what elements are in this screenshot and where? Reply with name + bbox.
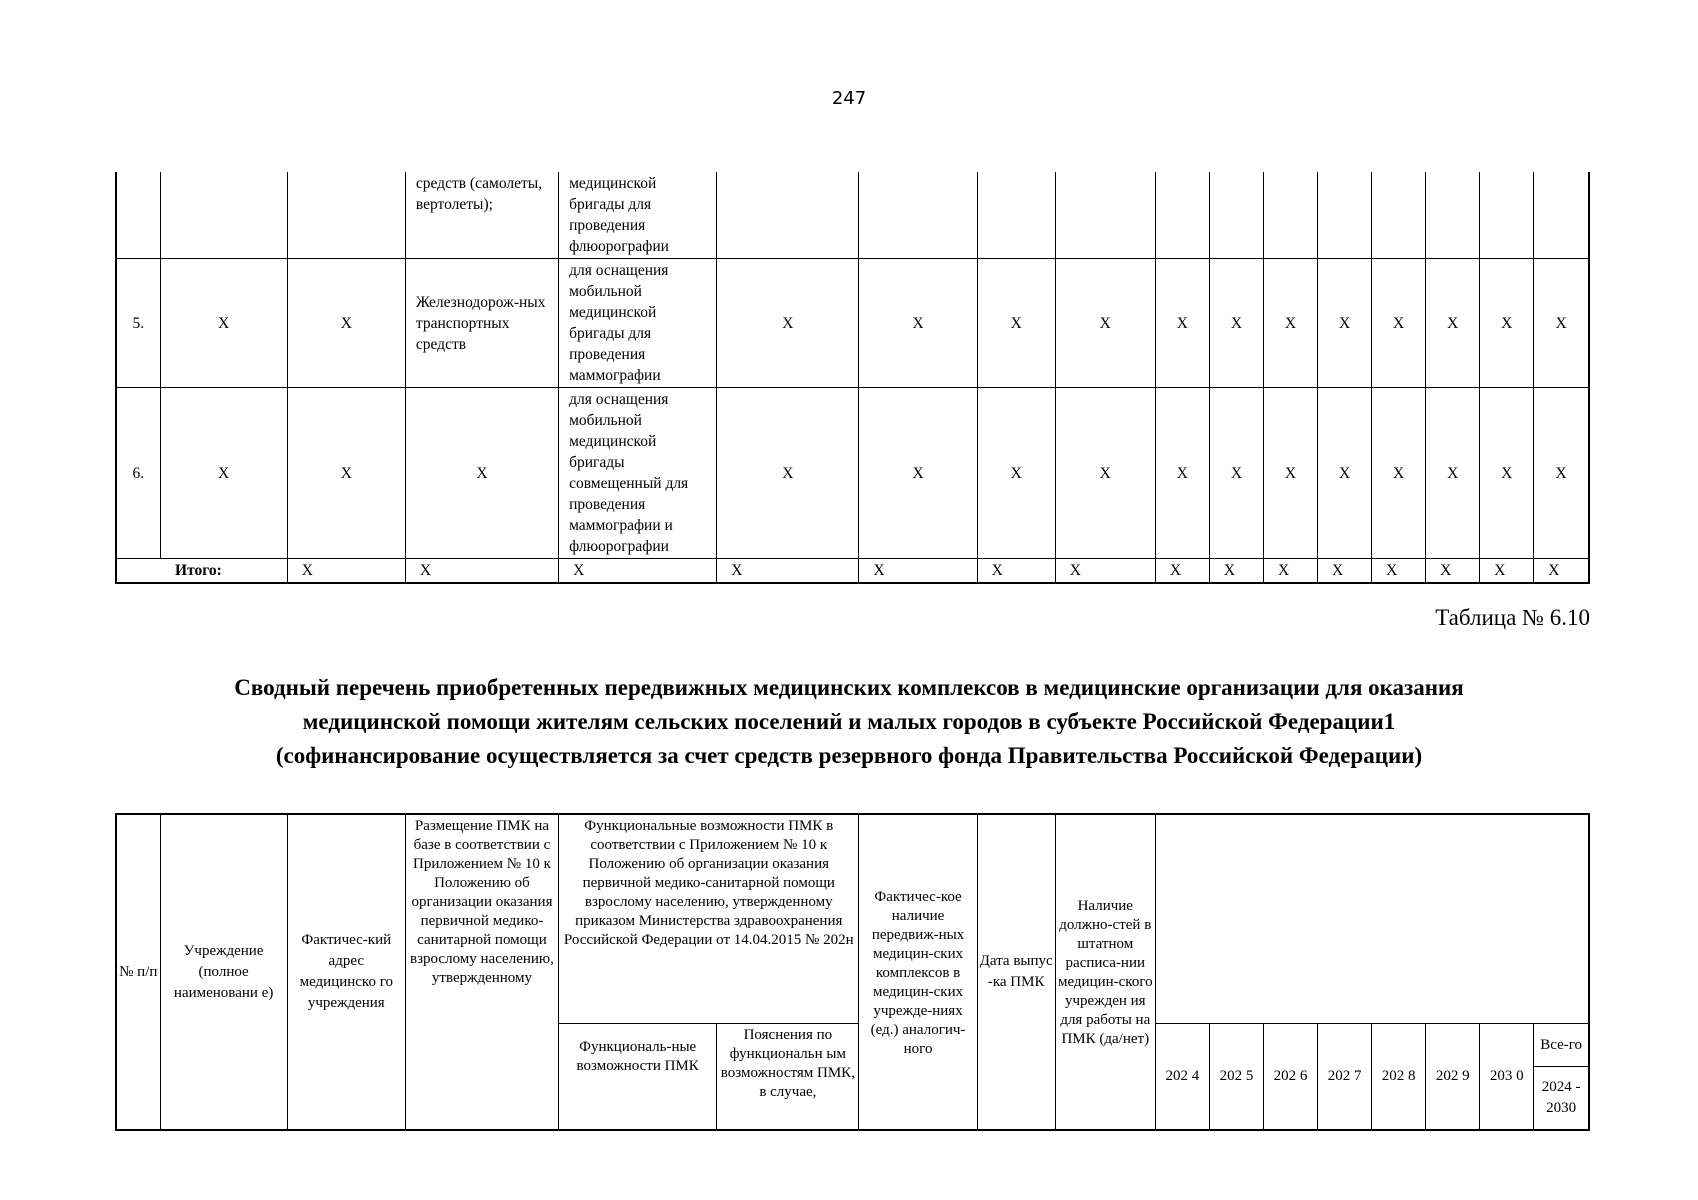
- table-cell: Х: [717, 388, 859, 559]
- table-cell: Х: [859, 388, 977, 559]
- title-line-2: медицинской помощи жителям сельских поселений и малых городов в субъекте Российской Федерации1: [302, 709, 1396, 734]
- table-cell: Железнодорож-ных транспортных средств: [405, 259, 558, 388]
- table-cell: [1155, 172, 1209, 259]
- header-num: № п/п: [116, 814, 160, 1130]
- previous-table-continuation: [115, 172, 1590, 584]
- table-cell: Х: [1534, 259, 1589, 388]
- table-title: [0, 671, 1698, 773]
- table-cell: Х: [1426, 259, 1480, 388]
- table-cell: Х: [405, 559, 558, 584]
- page-number: 247: [831, 88, 867, 109]
- table-cell: Х: [559, 559, 717, 584]
- table-cell: Х: [717, 559, 859, 584]
- header-total-bottom: 2024 - 2030: [1534, 1067, 1589, 1131]
- table-cell: [1426, 172, 1480, 259]
- table-cell: для оснащения мобильной медицинской бригады для проведения маммографии: [559, 259, 717, 388]
- table-cell: [160, 172, 287, 259]
- header-total-top: Все-го: [1534, 1024, 1589, 1067]
- row-number: 5.: [116, 259, 160, 388]
- table-cell: Х: [1209, 559, 1263, 584]
- table-cell: Х: [1263, 559, 1317, 584]
- table-cell: Х: [1480, 559, 1534, 584]
- table-cell: [1263, 172, 1317, 259]
- table-cell: Х: [287, 259, 405, 388]
- header-func-sub-capabilities: Функциональ-ные возможности ПМК: [559, 1024, 717, 1131]
- table-cell: Х: [1426, 559, 1480, 584]
- title-line-3: (софинансирование осуществляется за счет средств резервного фонда Правительства Российской Федерации): [275, 743, 1423, 768]
- total-row: [116, 559, 1589, 584]
- table-cell: [1209, 172, 1263, 259]
- table-cell: Х: [1534, 559, 1589, 584]
- header-year-2024: 202 4: [1155, 1024, 1209, 1131]
- header-staff-positions: Наличие должно-стей в штатном расписа-нии медицин-ского учрежден ия для работы на ПМК (да/нет): [1055, 814, 1155, 1130]
- table-cell: Х: [1155, 259, 1209, 388]
- table-cell: [116, 172, 160, 259]
- header-row-1: [116, 814, 1589, 1024]
- table-cell: Х: [977, 388, 1055, 559]
- table-cell: [1055, 172, 1155, 259]
- row-number: 6.: [116, 388, 160, 559]
- table-cell: для оснащения мобильной медицинской бригады совмещенный для проведения маммографии и флюорографии: [559, 388, 717, 559]
- header-placement: Размещение ПМК на базе в соответствии с Приложением № 10 к Положению об организации оказания первичной медико-санитарной помощи взрослому населению, утвержденному: [405, 814, 558, 1130]
- total-label: Итого:: [116, 559, 287, 584]
- header-func-sub-explanations: Пояснения по функциональн ым возможностям ПМК, в случае,: [717, 1024, 859, 1131]
- table-cell: Х: [1055, 559, 1155, 584]
- table-cell: Х: [287, 388, 405, 559]
- table-cell: Х: [1155, 559, 1209, 584]
- table-cell: медицинской бригады для проведения флюорографии: [559, 172, 717, 259]
- table-cell: Х: [859, 559, 977, 584]
- header-functional: Функциональные возможности ПМК в соответствии с Приложением № 10 к Положению об организации оказания первичной медико-санитарной помощи взрослому населению, утвержденному приказом Министерства здравоохранения Российской Федерации от 14.04.2015 № 202н: [559, 814, 859, 1024]
- table-cell: Х: [1055, 259, 1155, 388]
- table-cell: Х: [1209, 259, 1263, 388]
- table-cell: Х: [1426, 388, 1480, 559]
- header-release-date: Дата выпус -ка ПМК: [977, 814, 1055, 1130]
- table-cell: [1534, 172, 1589, 259]
- table-cell: Х: [1055, 388, 1155, 559]
- table-cell: [977, 172, 1055, 259]
- header-year-2026: 202 6: [1263, 1024, 1317, 1131]
- table-number-label: Таблица № 6.10: [1435, 605, 1590, 630]
- table-cell: Х: [1263, 388, 1317, 559]
- header-year-2028: 202 8: [1372, 1024, 1426, 1131]
- header-year-2027: 202 7: [1318, 1024, 1372, 1131]
- table-cell: [1318, 172, 1372, 259]
- table-cell: [1480, 172, 1534, 259]
- header-years-group: [1155, 814, 1589, 1024]
- header-year-2029: 202 9: [1426, 1024, 1480, 1131]
- table-cell: Х: [1318, 559, 1372, 584]
- table-row: [116, 172, 1589, 259]
- table-cell: [859, 172, 977, 259]
- table-cell: [287, 172, 405, 259]
- table-cell: средств (самолеты, вертолеты);: [405, 172, 558, 259]
- header-year-2025: 202 5: [1209, 1024, 1263, 1131]
- header-institution: Учреждение (полное наименовани е): [160, 814, 287, 1130]
- header-address: Фактичес-кий адрес медицинско го учреждения: [287, 814, 405, 1130]
- table-cell: Х: [1372, 259, 1426, 388]
- title-line-1: Сводный перечень приобретенных передвижных медицинских комплексов в медицинские организации для оказания: [234, 675, 1464, 700]
- header-year-2030: 203 0: [1480, 1024, 1534, 1131]
- table-row: [116, 259, 1589, 388]
- table-row: [116, 388, 1589, 559]
- table-cell: Х: [405, 388, 558, 559]
- table-cell: Х: [1155, 388, 1209, 559]
- table-cell: Х: [1480, 388, 1534, 559]
- table-cell: Х: [1209, 388, 1263, 559]
- table-cell: Х: [160, 259, 287, 388]
- table-cell: Х: [1263, 259, 1317, 388]
- table-cell: Х: [1372, 388, 1426, 559]
- table-cell: Х: [1534, 388, 1589, 559]
- table-cell: Х: [287, 559, 405, 584]
- table-cell: Х: [1372, 559, 1426, 584]
- pmk-summary-table: [115, 813, 1590, 1131]
- table-cell: Х: [1318, 259, 1372, 388]
- table-cell: Х: [859, 259, 977, 388]
- table-cell: Х: [717, 259, 859, 388]
- table-cell: Х: [160, 388, 287, 559]
- table-cell: [717, 172, 859, 259]
- table-cell: Х: [977, 559, 1055, 584]
- header-actual-availability: Фактичес-кое наличие передвиж-ных медицин-ских комплексов в медицин-ских учрежде-ниях (ед.) аналогич-ного: [859, 814, 977, 1130]
- table-cell: Х: [1318, 388, 1372, 559]
- table-cell: [1372, 172, 1426, 259]
- table-cell: Х: [977, 259, 1055, 388]
- table-cell: Х: [1480, 259, 1534, 388]
